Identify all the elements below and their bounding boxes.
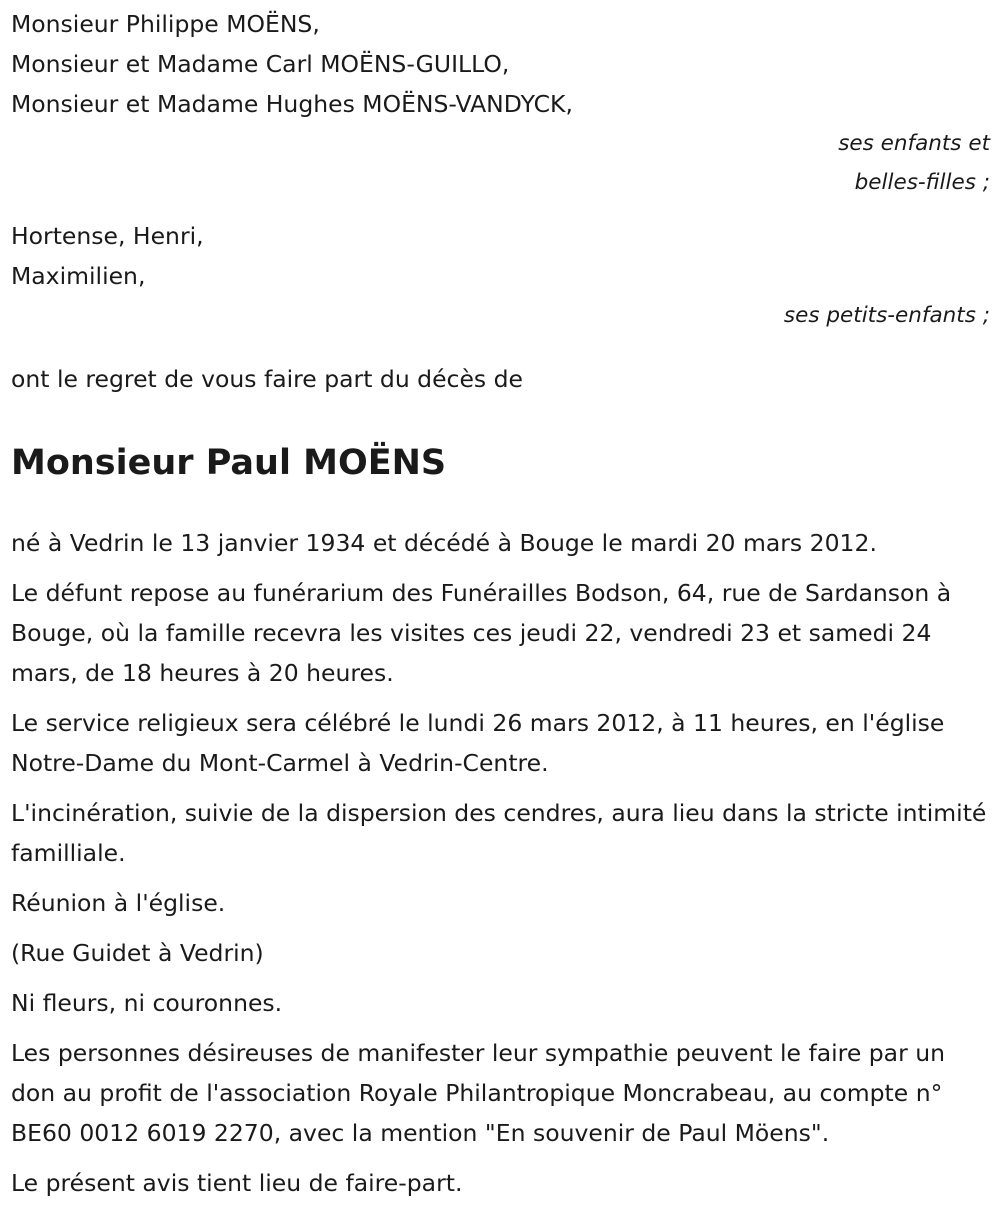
paragraph-service: Le service religieux sera célébré le lundi 26 mars 2012, à 11 heures, en l'église Notre-Dame du Mont-Carmel à Vedrin-Centre. (11, 709, 945, 777)
paragraph-birth-death: né à Vedrin le 13 janvier 1934 et décédé à Bouge le mardi 20 mars 2012. (11, 529, 877, 557)
grandchild-line: Hortense, Henri, (11, 222, 204, 250)
paragraph-closing: Le présent avis tient lieu de faire-part. (11, 1169, 463, 1197)
child-line: Monsieur et Madame Carl MOËNS-GUILLO, (11, 50, 510, 78)
child-line: Monsieur Philippe MOËNS, (11, 10, 320, 38)
paragraph-meeting: Réunion à l'église. (11, 889, 226, 917)
paragraph-donation: Les personnes désireuses de manifester leur sympathie peuvent le faire par un don au profit de l'association Royale Philantropique Moncrabeau, au compte n° BE60 0012 6019 2270, avec la mention "En souvenir de Paul Möens". (11, 1039, 945, 1147)
grandchildren-list (11, 216, 990, 296)
paragraph-address: (Rue Guidet à Vedrin) (11, 939, 264, 967)
child-line: Monsieur et Madame Hughes MOËNS-VANDYCK, (11, 90, 573, 118)
announcement-text: ont le regret de vous faire part du décès de (11, 365, 524, 393)
grandchildren-role: ses petits-enfants ; (783, 303, 990, 328)
children-role-line2: belles-filles ; (854, 170, 990, 195)
paragraph-no-flowers: Ni fleurs, ni couronnes. (11, 989, 283, 1017)
children-list (11, 4, 990, 124)
grandchild-line: Maximilien, (11, 262, 146, 290)
paragraph-incineration: L'incinération, suivie de la dispersion des cendres, aura lieu dans la stricte intimité familliale. (11, 799, 987, 867)
paragraph-funerarium: Le défunt repose au funérarium des Funérailles Bodson, 64, rue de Sardanson à Bouge, où la famille recevra les visites ces jeudi 22, vendredi 23 et samedi 24 mars, de 18 heures à 20 heures. (11, 579, 952, 687)
deceased-name: Monsieur Paul MOËNS (11, 443, 447, 483)
details-section (11, 523, 990, 1203)
children-role-line1: ses enfants et (838, 131, 990, 156)
